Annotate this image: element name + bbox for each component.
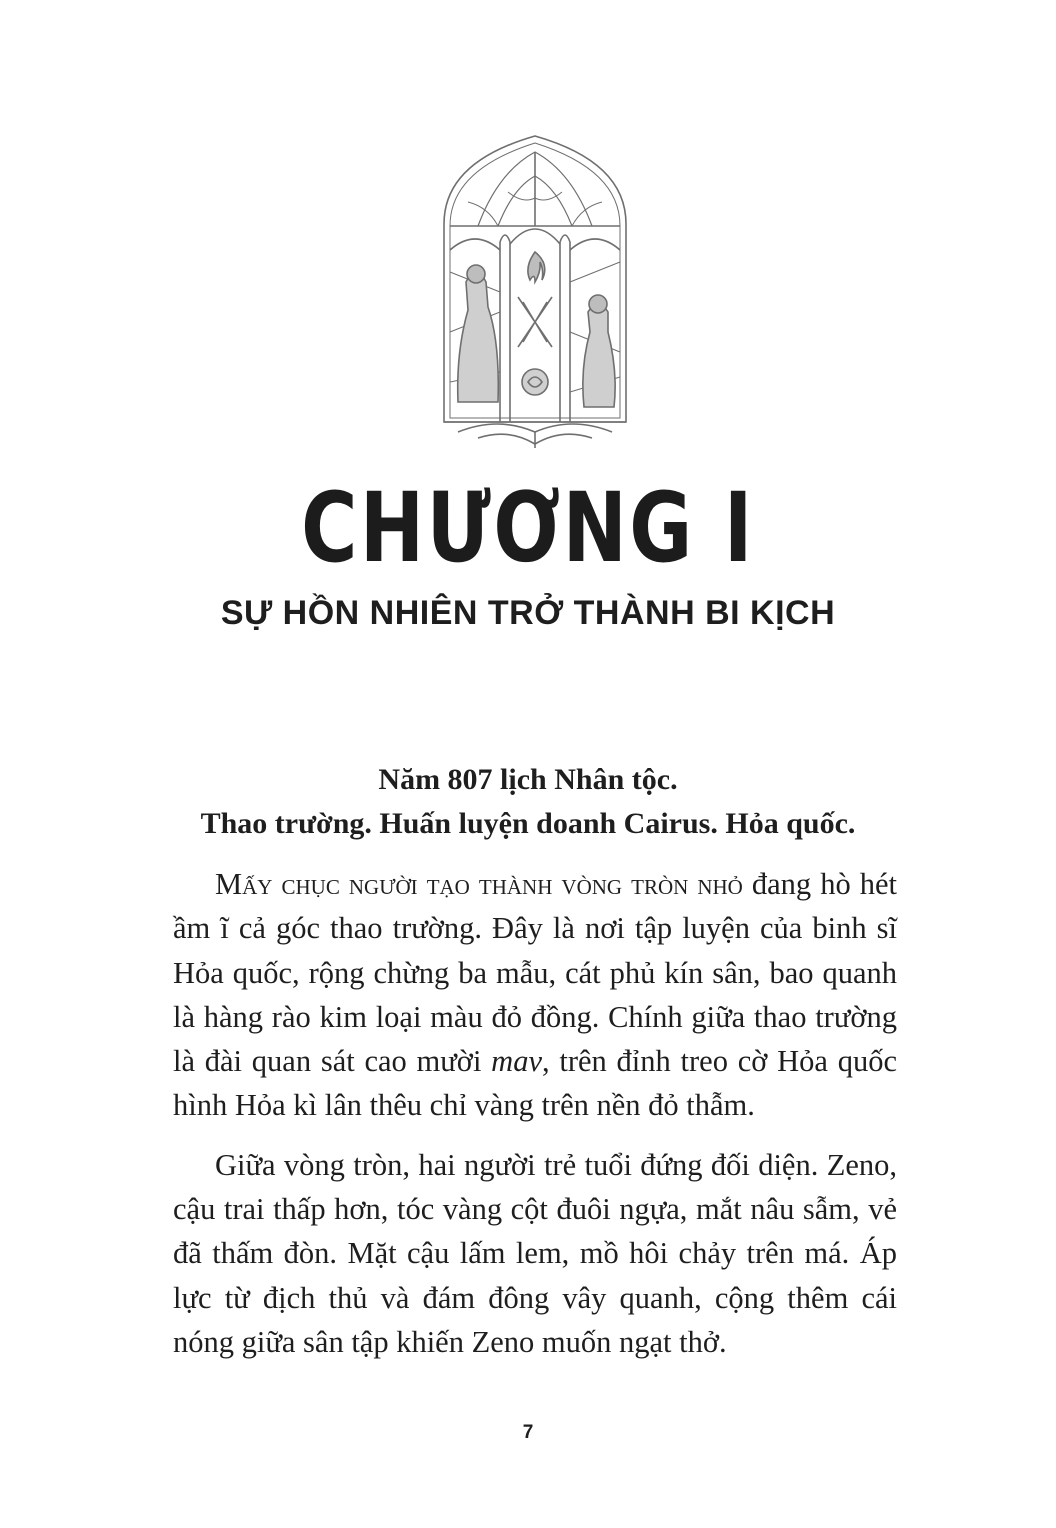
setting-heading: [0, 758, 1056, 846]
body-text: [173, 862, 897, 1364]
window-column-left: [500, 242, 510, 422]
paragraph-1-text-2: , trên đỉnh treo cờ Hỏa quốc hình Hỏa kì lân thêu chỉ vàng trên nền đỏ thẫm.: [173, 1044, 897, 1123]
window-column-right: [560, 242, 570, 422]
paragraph-1-lead: Mấy chục người tạo thành vòng tròn nhỏ: [215, 867, 743, 901]
figure-right: [583, 304, 615, 407]
flame-motif: [528, 252, 545, 282]
paragraph-1-text-1: đang hò hét ầm ĩ cả góc thao trường. Đây là nơi tập luyện của binh sĩ Hỏa quốc, rộng chừng ba mẫu, cát phủ kín sân, bao quanh là hàng rào kim loại màu đỏ đồng. Chính giữa thao trường là đài quan sát cao mười: [173, 867, 897, 1079]
chapter-subtitle: SỰ HỒN NHIÊN TRỞ THÀNH BI KỊCH: [220, 594, 836, 632]
setting-line-2: Thao trường. Huấn luyện doanh Cairus. Hỏa quốc.: [200, 807, 856, 840]
paragraph-2: Giữa vòng tròn, hai người trẻ tuổi đứng đối diện. Zeno, cậu trai thấp hơn, tóc vàng cột đuôi ngựa, mắt nâu sẫm, vẻ đã thấm đòn. Mặt cậu lấm lem, mồ hôi chảy trên má. Áp lực từ địch thủ và đám đông vây quanh, cộng thêm cái nóng giữa sân tập khiến Zeno muốn ngạt thở.: [173, 1147, 897, 1359]
swirl-motif: [522, 369, 548, 395]
chapter-title: CHƯƠNG I: [301, 472, 755, 584]
paragraph-1: [173, 862, 897, 1128]
page-number: 7: [522, 1422, 534, 1443]
setting-line-1: Năm 807 lịch Nhân tộc.: [378, 763, 678, 796]
stained-glass-window-illustration: [438, 132, 632, 450]
paragraph-1-emphasis: mav: [491, 1044, 542, 1079]
figure-left: [458, 272, 499, 402]
